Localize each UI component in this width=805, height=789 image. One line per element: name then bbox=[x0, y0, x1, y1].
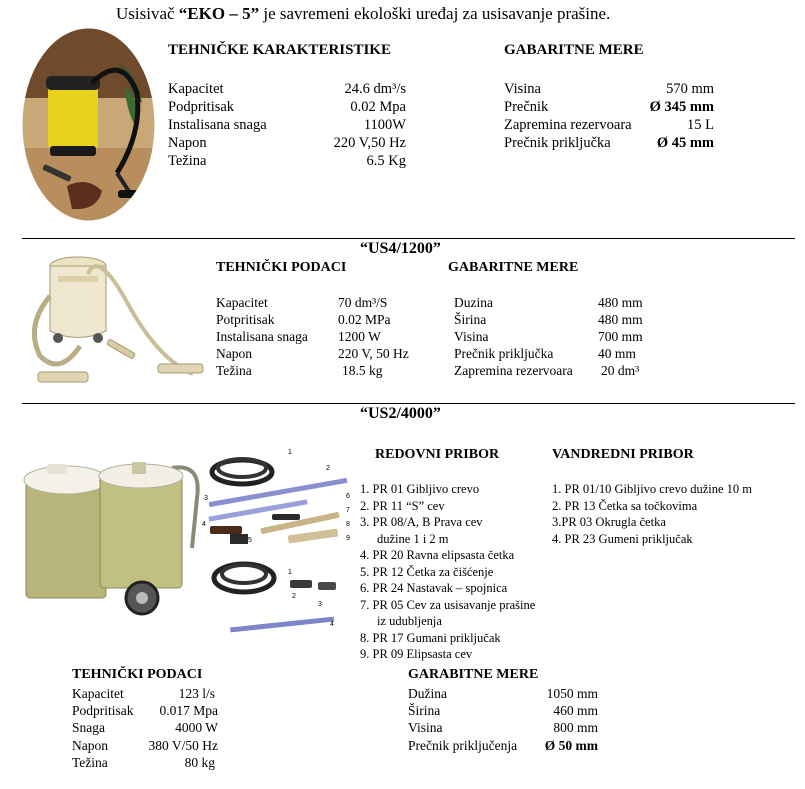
dim-label: Visina bbox=[454, 329, 489, 344]
list-item: 3. PR 08/A, B Prava cev bbox=[360, 515, 483, 529]
section-divider bbox=[22, 403, 795, 404]
list-item: iz udubljenja bbox=[377, 614, 442, 628]
accessory-number: 1 bbox=[288, 449, 292, 456]
dim-label: Dužina bbox=[408, 686, 447, 701]
table-row bbox=[72, 685, 215, 702]
eko5-tech-heading: TEHNIČKE KARAKTERISTIKE bbox=[168, 42, 391, 58]
table-row bbox=[216, 294, 268, 311]
table-row bbox=[216, 362, 252, 379]
list-item: 4. PR 20 Ravna elipsasta četka bbox=[360, 548, 515, 562]
table-row bbox=[72, 702, 218, 719]
table-row bbox=[168, 80, 406, 98]
list-item: 2. PR 11 “S” cev bbox=[360, 498, 445, 513]
list-item: dužine 1 i 2 m bbox=[377, 531, 449, 546]
table-row bbox=[504, 80, 714, 98]
table-row bbox=[168, 152, 406, 170]
us2-product-photo bbox=[22, 458, 202, 618]
dim-label: Duzina bbox=[454, 295, 493, 310]
table-row bbox=[72, 754, 215, 771]
table-row bbox=[72, 719, 218, 736]
table-row bbox=[168, 98, 406, 116]
spec-label: Podpritisak bbox=[168, 99, 235, 115]
dim-value: Ø 45 mm bbox=[656, 135, 714, 151]
dim-label: Zapremina rezervoara bbox=[454, 363, 573, 378]
accessory-number: 4 bbox=[202, 521, 206, 528]
list-item: 3.PR 03 Okrugla četka bbox=[552, 515, 666, 529]
list-item: 4. PR 23 Gumeni priključak bbox=[552, 531, 693, 546]
dim-value: 1050 mm bbox=[546, 686, 598, 701]
spec-label: Težina bbox=[216, 363, 252, 378]
us2-dims-heading: GARABITNE MERE bbox=[408, 667, 539, 682]
extra-accessories-list bbox=[552, 481, 752, 547]
table-row bbox=[216, 345, 252, 362]
table-row bbox=[72, 737, 218, 754]
intro-prefix: Usisivač bbox=[116, 4, 179, 23]
spec-value: 0.02 Mpa bbox=[350, 99, 406, 115]
dim-value: 460 mm bbox=[553, 703, 598, 718]
intro-line bbox=[116, 4, 610, 24]
accessory-number: 6 bbox=[346, 493, 350, 500]
accessory-number: 3 bbox=[318, 601, 322, 608]
spec-label: Kapacitet bbox=[72, 686, 124, 701]
table-row bbox=[408, 737, 598, 754]
eko5-product-photo bbox=[22, 28, 155, 221]
dim-value: 570 mm bbox=[666, 81, 714, 97]
us4-product-photo bbox=[28, 246, 208, 391]
dim-label: Širina bbox=[454, 312, 487, 327]
eko5-dims-heading: GABARITNE MERE bbox=[504, 42, 644, 58]
spec-label: Napon bbox=[216, 346, 252, 361]
list-item: 6. PR 24 Nastavak – spojnica bbox=[360, 581, 508, 595]
list-item: 8. PR 17 Gumani priključak bbox=[360, 630, 501, 645]
table-row bbox=[168, 116, 406, 134]
dim-value: 800 mm bbox=[553, 720, 598, 735]
spec-label: Napon bbox=[168, 135, 207, 151]
us4-title: “US4/1200” bbox=[360, 240, 441, 257]
spec-value: 1200 W bbox=[338, 329, 381, 344]
accessory-number: 5 bbox=[248, 537, 252, 544]
spec-label: Težina bbox=[168, 153, 207, 169]
us2-tech-heading: TEHNIČKI PODACI bbox=[72, 667, 203, 682]
section-divider bbox=[22, 238, 795, 239]
table-row bbox=[168, 134, 406, 152]
spec-value: 220 V, 50 Hz bbox=[338, 346, 409, 361]
list-item: 1. PR 01 Gibljivo crevo bbox=[360, 482, 480, 496]
accessory-number: 3 bbox=[204, 495, 208, 502]
accessories-illustration bbox=[200, 446, 355, 638]
spec-value: 4000 W bbox=[175, 720, 218, 735]
spec-value: 18.5 kg bbox=[342, 363, 383, 378]
dim-value: 40 mm bbox=[598, 346, 636, 361]
spec-label: Težina bbox=[72, 755, 108, 770]
table-row bbox=[216, 328, 308, 345]
spec-value: 70 dm³/S bbox=[338, 295, 388, 310]
accessory-number: 1 bbox=[288, 569, 292, 576]
dim-value: 20 dm³ bbox=[601, 363, 640, 378]
intro-suffix: je savremeni ekološki uređaj za usisavanje prašine. bbox=[259, 4, 611, 23]
spec-value: 0.017 Mpa bbox=[159, 703, 218, 718]
spec-label: Kapacitet bbox=[168, 81, 224, 97]
dim-label: Prečnik priključenja bbox=[408, 738, 518, 753]
table-row bbox=[504, 134, 714, 152]
dim-value: Ø 50 mm bbox=[544, 738, 598, 753]
product-name: “EKO – 5” bbox=[178, 4, 260, 23]
dim-label: Visina bbox=[504, 81, 541, 97]
list-item: 9. PR 09 Elipsasta cev bbox=[360, 647, 473, 661]
spec-label: Instalisana snaga bbox=[168, 117, 267, 133]
table-row bbox=[408, 719, 598, 736]
us2-title: “US2/4000” bbox=[360, 405, 441, 422]
table-row bbox=[504, 116, 714, 134]
spec-label: Instalisana snaga bbox=[216, 329, 308, 344]
dim-label: Prečnik priključka bbox=[504, 135, 611, 151]
list-item: 7. PR 05 Cev za usisavanje prašine bbox=[360, 597, 536, 612]
spec-value: 6.5 Kg bbox=[366, 153, 406, 169]
dim-label: Zapremina rezervoara bbox=[504, 117, 632, 133]
accessory-number: 9 bbox=[346, 535, 350, 542]
dim-label: Visina bbox=[408, 720, 443, 735]
dim-label: Prečnik bbox=[504, 99, 549, 115]
us4-dims-heading: GABARITNE MERE bbox=[448, 260, 579, 275]
extra-accessories-heading: VANDREDNI PRIBOR bbox=[552, 447, 694, 462]
accessory-number: 7 bbox=[346, 507, 350, 514]
dim-value: 700 mm bbox=[598, 329, 643, 344]
spec-value: 220 V,50 Hz bbox=[333, 135, 406, 151]
spec-label: Snaga bbox=[72, 720, 105, 735]
dim-value: 480 mm bbox=[598, 295, 643, 310]
table-row bbox=[408, 685, 598, 702]
spec-value: 0.02 MPa bbox=[338, 312, 391, 327]
list-item: 5. PR 12 Četka za čišćenje bbox=[360, 564, 494, 579]
dim-value: 15 L bbox=[687, 117, 714, 133]
regular-accessories-list bbox=[360, 481, 535, 663]
spec-value: 80 kg bbox=[184, 755, 215, 770]
spec-label: Kapacitet bbox=[216, 295, 268, 310]
regular-accessories-heading: REDOVNI PRIBOR bbox=[375, 447, 500, 462]
table-row bbox=[408, 702, 598, 719]
spec-label: Podpritisak bbox=[72, 703, 134, 718]
spec-value: 123 l/s bbox=[178, 686, 215, 701]
list-item: 1. PR 01/10 Gibljivo crevo dužine 10 m bbox=[552, 482, 752, 496]
spec-value: 1100W bbox=[363, 117, 406, 133]
accessory-number: 4 bbox=[330, 621, 334, 628]
table-row bbox=[504, 98, 714, 116]
spec-label: Napon bbox=[72, 738, 108, 753]
accessory-number: 2 bbox=[292, 593, 296, 600]
spec-value: 380 V/50 Hz bbox=[148, 738, 218, 753]
accessory-number: 2 bbox=[326, 465, 330, 472]
spec-label: Potpritisak bbox=[216, 312, 275, 327]
table-row bbox=[216, 311, 275, 328]
us4-tech-heading: TEHNIČKI PODACI bbox=[216, 260, 347, 275]
accessory-number: 8 bbox=[346, 521, 350, 528]
dim-value: Ø 345 mm bbox=[649, 99, 714, 115]
spec-value: 24.6 dm³/s bbox=[344, 81, 406, 97]
dim-label: Prečnik priključka bbox=[454, 346, 554, 361]
dim-label: Širina bbox=[408, 703, 441, 718]
dim-value: 480 mm bbox=[598, 312, 643, 327]
list-item: 2. PR 13 Četka sa točkovima bbox=[552, 498, 698, 513]
